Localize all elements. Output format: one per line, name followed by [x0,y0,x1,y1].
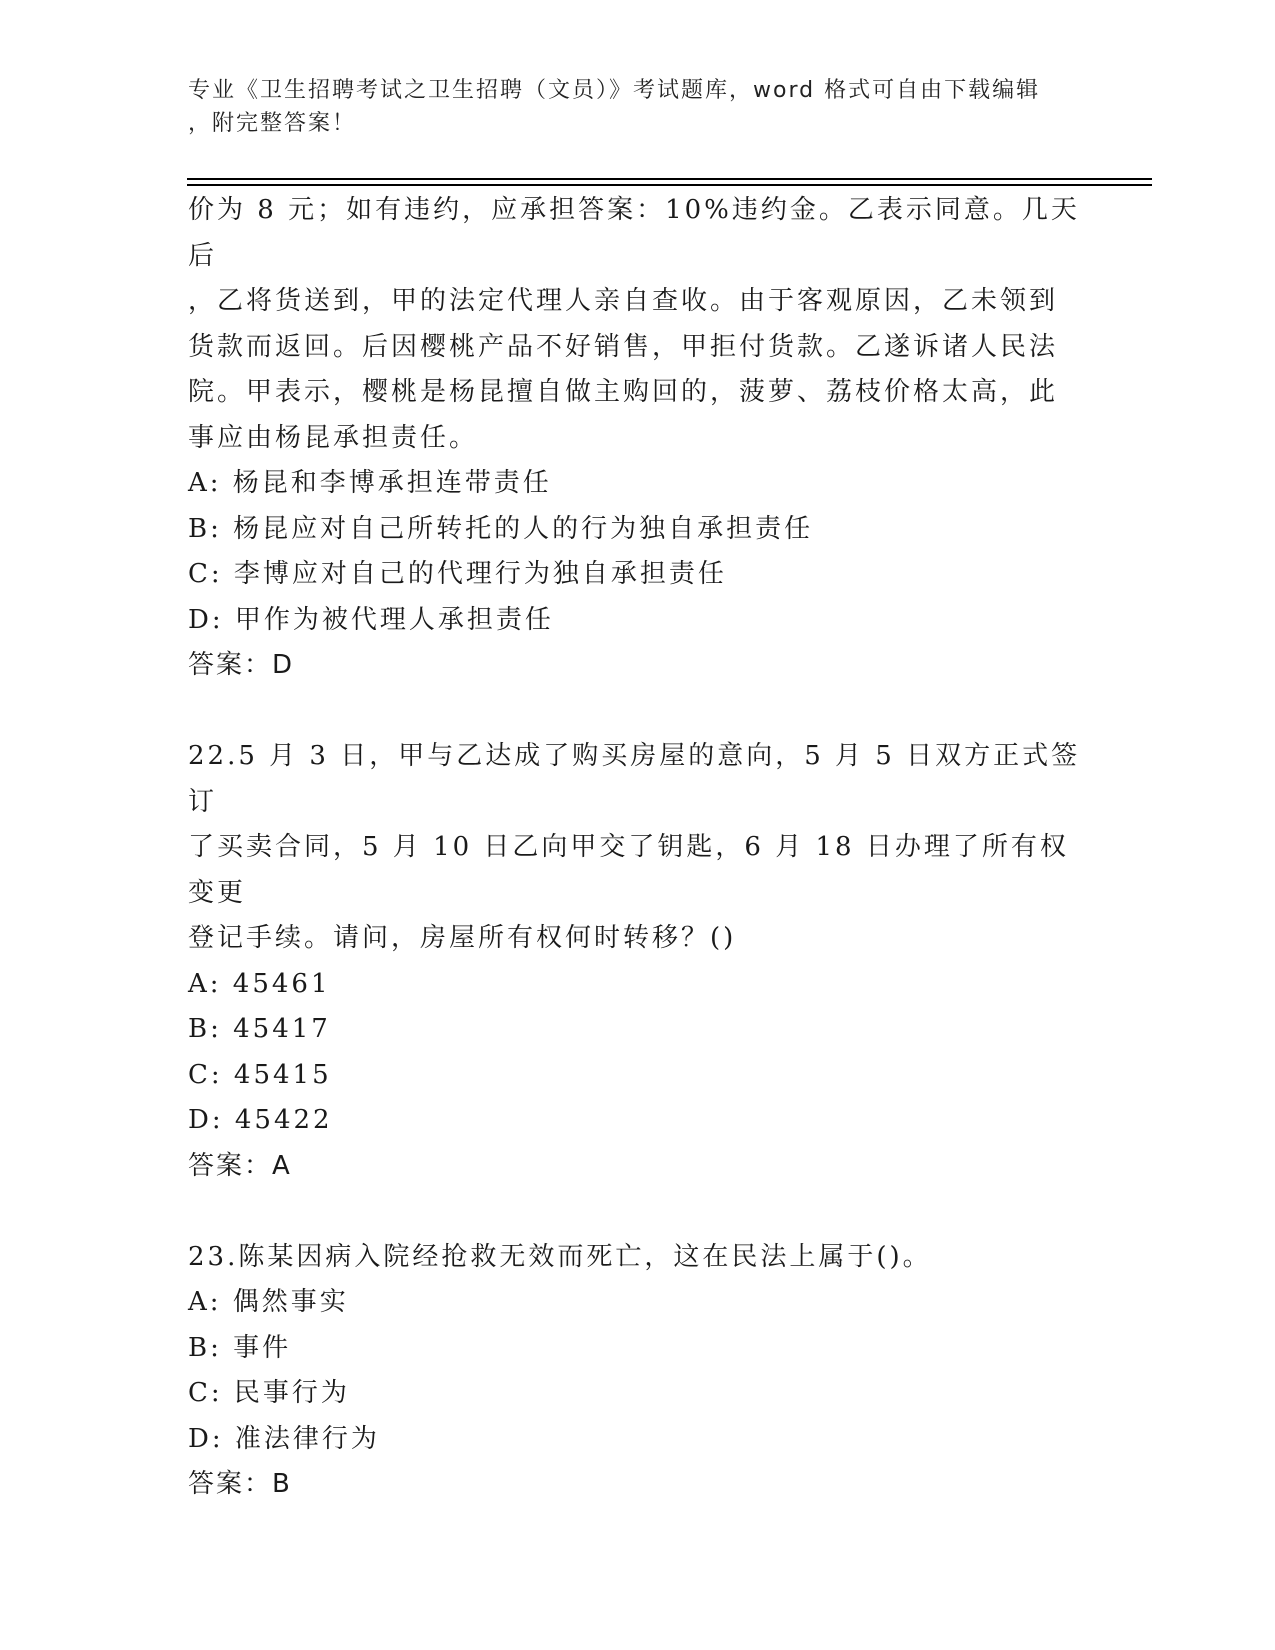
question-text-line: 22.5 月 3 日，甲与乙达成了购买房屋的意向，5 月 5 日双方正式签订 [188,741,1081,817]
option-b: B: 45417 [188,1014,331,1044]
option-a: A: 偶然事实 [188,1287,349,1317]
question-text-line: ，乙将货送到，甲的法定代理人亲自查收。由于客观原因，乙未领到 [188,286,1059,316]
question-text-line: 23.陈某因病入院经抢救无效而死亡，这在民法上属于()。 [188,1241,932,1272]
question-21 [188,188,1088,689]
question-23 [188,1235,1088,1508]
question-text-line: 了买卖合同，5 月 10 日乙向甲交了钥匙，6 月 18 日办理了所有权变更 [188,832,1069,908]
header-divider-top [187,178,1152,180]
document-body [188,188,1088,1508]
header-line-1: 专业《卫生招聘考试之卫生招聘（文员）》考试题库，word 格式可自由下载编辑 [188,78,1041,103]
option-c: C: 民事行为 [188,1378,350,1408]
spacer [188,689,1088,735]
question-text-line: 价为 8 元；如有违约，应承担答案：10%违约金。乙表示同意。几天后 [188,195,1080,271]
answer-line: 答案：A [188,1150,292,1181]
answer-line: 答案：D [188,650,295,680]
spacer [188,1189,1088,1235]
question-text-line: 货款而返回。后因樱桃产品不好销售，甲拒付货款。乙遂诉诸人民法 [188,331,1059,362]
option-d: D: 45422 [188,1105,333,1135]
option-d: D: 准法律行为 [188,1423,380,1454]
question-22 [188,734,1088,1189]
question-text-line: 事应由杨昆承担责任。 [188,422,479,453]
question-text-line: 登记手续。请问，房屋所有权何时转移？() [188,923,737,953]
header-line-2: ，附完整答案！ [188,111,357,136]
option-b: B: 事件 [188,1332,292,1363]
question-text-line: 院。甲表示，樱桃是杨昆擅自做主购回的，菠萝、荔枝价格太高，此 [188,377,1059,407]
header-divider-bottom [187,184,1152,186]
option-a: A: 杨昆和李博承担连带责任 [188,468,552,498]
option-c: C: 李博应对自己的代理行为独自承担责任 [188,559,727,589]
option-d: D: 甲作为被代理人承担责任 [188,604,554,635]
answer-line: 答案：B [188,1469,292,1499]
option-a: A: 45461 [188,968,331,999]
option-b: B: 杨昆应对自己所转托的人的行为独自承担责任 [188,513,814,544]
option-c: C: 45415 [188,1059,332,1090]
document-header [188,74,1088,140]
